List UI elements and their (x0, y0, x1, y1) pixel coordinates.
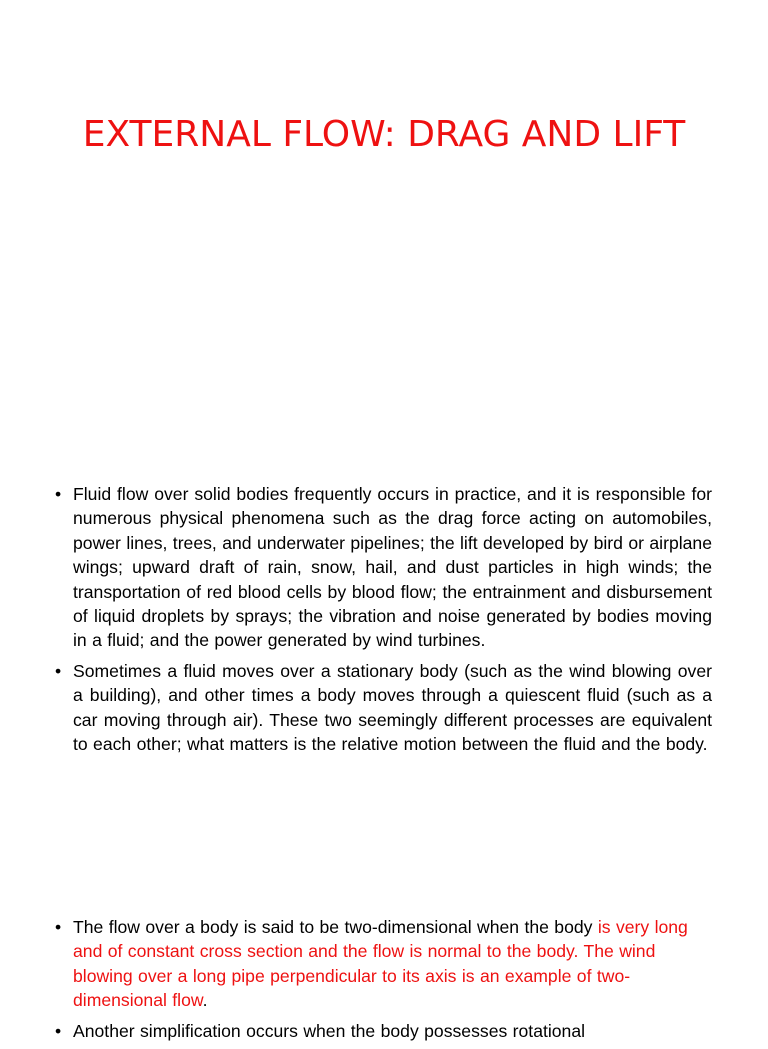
bullet-list (55, 915, 712, 1049)
bullet-marker: • (55, 660, 62, 681)
content-slide-3 (0, 890, 768, 1041)
bullet-marker: • (55, 1020, 62, 1041)
bullet-text: Sometimes a fluid moves over a stationary body (such as the wind blowing over a building), and other times a body moves through a quiescent fluid (such as a car moving through air). These two seemingly different processes are equivalent to each other; what matters is the relative motion between the fluid and the body. (73, 660, 712, 755)
bullet-text-end: . (202, 990, 208, 1011)
bullet-item (55, 482, 712, 653)
title-slide (0, 0, 768, 450)
bullet-list (55, 482, 712, 762)
slide-title: EXTERNAL FLOW: DRAG AND LIFT (82, 114, 686, 155)
bullet-item (55, 915, 712, 1013)
bullet-text: Fluid flow over solid bodies frequently occurs in practice, and it is responsible for numerous physical phenomena such as the drag force acting on automobiles, power lines, trees, and underwater pipelines; the lift developed by bird or airplane wings; upward draft of rain, snow, hail, and dust particles in high winds; the transportation of red blood cells by blood flow; the entrainment and disbursement of liquid droplets by sprays; the vibration and noise generated by bodies moving in a fluid; and the power generated by wind turbines. (73, 484, 712, 651)
bullet-text: The flow over a body is said to be two-dimensional when the body (73, 917, 598, 937)
bullet-marker: • (55, 484, 62, 504)
bullet-item (55, 659, 712, 757)
bullet-text: Another simplification occurs when the body possesses rotational (73, 1020, 586, 1041)
highlighted-text: is very long and of constant cross section and the flow is normal to the body. The wind blowing over a long pipe perpendicular to its axis is an example of two-dimensional flow (73, 917, 688, 1011)
bullet-marker: • (55, 917, 62, 937)
content-slide-2 (0, 450, 768, 890)
bullet-item (55, 1019, 712, 1043)
